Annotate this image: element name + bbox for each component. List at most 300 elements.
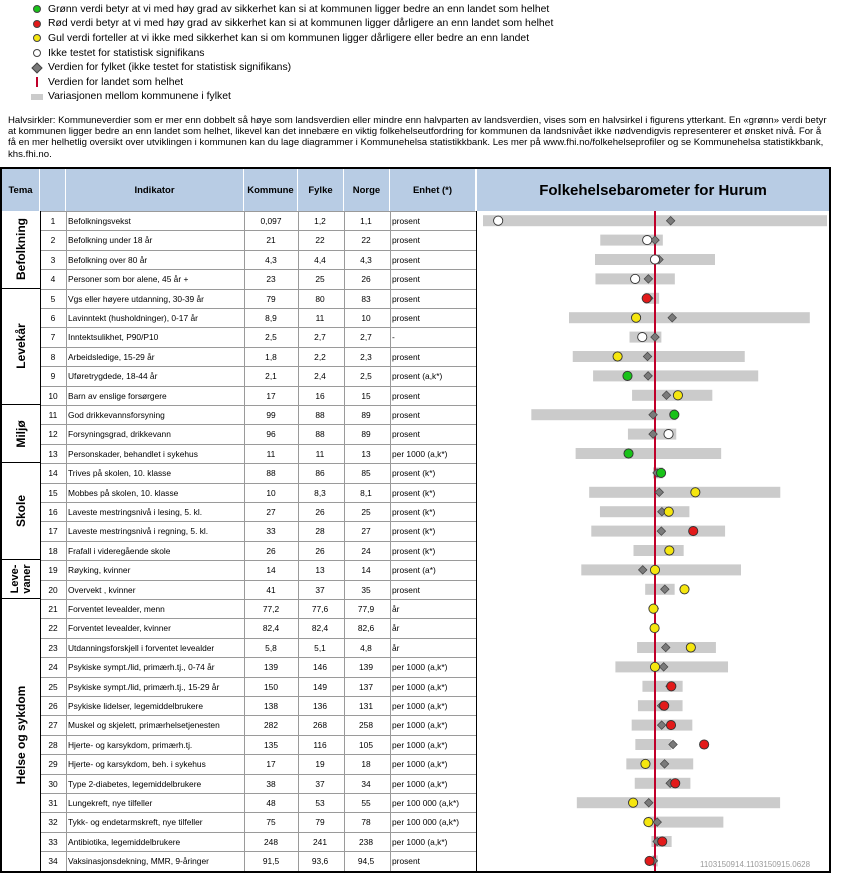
municipality-marker (658, 837, 667, 846)
norge-value: 35 (361, 584, 371, 595)
norge-value: 24 (361, 545, 371, 556)
norge-value: 26 (361, 274, 371, 285)
table-row (40, 483, 477, 502)
municipality-marker (623, 371, 632, 380)
fylke-value: 53 (315, 798, 325, 808)
unit: per 100 000 (a,k*) (392, 798, 460, 808)
fylke-value: 26 (315, 507, 325, 517)
theme-levekar (2, 289, 40, 405)
fylke-value: 241 (313, 836, 327, 847)
indicator-name: Vgs eller høyere utdanning, 30-39 år (68, 293, 204, 304)
yellow-dot-icon (33, 34, 41, 42)
row-number: 7 (50, 332, 56, 343)
row-number: 16 (48, 507, 58, 517)
kommune-value: 2,5 (265, 332, 277, 343)
diamond-icon (31, 62, 42, 73)
table-row (40, 618, 477, 637)
indicator-name: Utdanningsforskjell i forventet levealder (68, 642, 215, 653)
municipality-marker (649, 604, 658, 613)
table-row (40, 715, 477, 734)
fylke-value: 8,3 (314, 487, 326, 498)
municipality-marker (645, 856, 654, 865)
norge-value: 85 (361, 468, 371, 479)
municipality-marker (642, 294, 651, 303)
column-divider (244, 211, 245, 871)
municipality-marker (629, 798, 638, 807)
indicator-name: Forsyningsgrad, drikkevann (68, 429, 171, 440)
indicator-name: Psykiske sympt./lid, primærh.tj., 15-29 år (68, 681, 220, 692)
county-range-bar (626, 758, 693, 769)
fylke-value: 37 (315, 584, 325, 595)
municipality-marker (613, 352, 622, 361)
municipality-marker (671, 779, 680, 788)
kommune-value: 2,1 (265, 371, 277, 382)
kommune-value: 91,5 (262, 856, 280, 867)
municipality-marker (624, 449, 633, 458)
footer-code: 1103150914.1103150915.0628 (700, 860, 811, 869)
legend-item-county (30, 60, 830, 75)
unit: prosent (392, 584, 420, 595)
row-number: 24 (48, 662, 58, 673)
row-number: 14 (48, 468, 58, 479)
row-number: 25 (48, 681, 58, 692)
row-number: 30 (48, 778, 58, 789)
row-number: 19 (48, 565, 58, 576)
fylke-value: 26 (315, 545, 325, 556)
municipality-marker (650, 662, 659, 671)
county-range-bar (576, 448, 722, 459)
fylke-value: 13 (315, 565, 325, 576)
header-fylke: Fylke (298, 169, 344, 211)
row-number: 10 (48, 390, 58, 401)
norge-value: 34 (361, 778, 371, 789)
indicator-name: Personer som bor alene, 45 år + (68, 274, 189, 285)
table-row (40, 774, 477, 793)
norge-value: 137 (359, 681, 373, 692)
norge-value: 10 (361, 313, 371, 323)
legend-text: Verdien for fylket (ikke testet for statistisk signifikans) (48, 62, 292, 74)
kommune-value: 150 (264, 681, 278, 692)
fylke-value: 82,4 (311, 623, 329, 634)
legend-text: Grønn verdi betyr at vi med høy grad av sikkerhet kan si at kommunen ligger bedre an enn landet som helhet (48, 3, 550, 15)
theme-label: Befolkning (14, 218, 28, 281)
indicator-name: Type 2-diabetes, legemiddelbrukere (68, 778, 202, 789)
municipality-marker (689, 527, 698, 536)
fylke-value: 1,2 (314, 216, 326, 226)
county-range-bar (589, 487, 780, 498)
unit: prosent (392, 856, 420, 867)
fylke-value: 77,6 (311, 604, 329, 614)
column-divider (390, 211, 391, 871)
row-number: 18 (48, 545, 58, 556)
municipality-marker (691, 488, 700, 497)
row-number: 23 (48, 642, 58, 653)
unit: prosent (k*) (392, 507, 436, 517)
fylke-value: 37 (315, 778, 325, 789)
row-number: 33 (48, 836, 58, 847)
row-number: 15 (48, 487, 58, 498)
legend-item-red (30, 17, 830, 32)
table-row (40, 754, 477, 773)
fylke-value: 11 (315, 448, 325, 459)
green-dot-icon (33, 5, 41, 13)
theme-label: Helse og sykdom (14, 685, 28, 785)
county-range-bar (581, 564, 741, 575)
row-number: 27 (48, 720, 58, 731)
indicator-name: Befolkning over 80 år (68, 254, 148, 265)
unit: prosent (392, 216, 420, 226)
unit: - (392, 332, 395, 343)
indicator-name: Tykk- og endetarmskreft, nye tilfeller (68, 817, 203, 828)
legend-item-white (30, 46, 830, 61)
norge-value: 22 (361, 235, 371, 246)
fylke-value: 80 (315, 293, 325, 304)
table-row (40, 444, 477, 463)
table-row (40, 289, 477, 308)
theme-label: Leve- vaner (9, 564, 33, 594)
unit: år (392, 642, 400, 653)
theme-miljo (2, 405, 40, 463)
municipality-marker (631, 313, 640, 322)
county-range-bar (577, 797, 780, 808)
norge-value: 83 (361, 293, 371, 304)
indicator-name: Muskel og skjelett, primærhelsetjenesten (68, 720, 220, 731)
indicator-name: Personskader, behandlet i sykehus (68, 448, 198, 459)
row-number: 9 (50, 371, 56, 382)
fylke-value: 146 (313, 662, 327, 673)
indicator-name: Hjerte- og karsykdom, primærh.tj. (68, 739, 193, 750)
unit: prosent (a,k*) (392, 371, 443, 382)
municipality-marker (670, 410, 679, 419)
legend-item-range (30, 90, 830, 105)
fylke-value: 4,4 (314, 254, 326, 265)
county-range-bar (642, 681, 682, 692)
indicator-name: Befolkningsvekst (68, 216, 131, 226)
county-range-bar (615, 661, 728, 672)
unit: prosent (k*) (392, 487, 436, 498)
theme-befolkning (2, 211, 40, 289)
legend-text: Gul verdi forteller at vi ikke med sikkerhet kan si om kommunen ligger dårligere eller bedre an enn landet (48, 32, 530, 44)
municipality-marker (494, 216, 503, 225)
norge-value: 89 (361, 429, 371, 440)
municipality-marker (680, 585, 689, 594)
row-number: 12 (48, 429, 58, 440)
row-number: 1 (50, 216, 56, 226)
indicator-name: Trives på skolen, 10. klasse (68, 468, 172, 479)
norge-value: 89 (361, 410, 371, 420)
legend-text: Verdien for landet som helhet (48, 76, 184, 88)
unit: per 1000 (a,k*) (392, 778, 448, 789)
county-range-bar (593, 370, 758, 381)
norge-value: 13 (361, 448, 371, 459)
table-row (40, 424, 477, 443)
table-row (40, 502, 477, 521)
indicator-name: Psykiske sympt./lid, primærh.tj., 0-74 år (68, 662, 215, 673)
fylke-value: 88 (315, 410, 325, 420)
unit: per 1000 (a,k*) (392, 739, 448, 750)
fylke-value: 149 (313, 681, 327, 692)
county-range-bar (635, 778, 691, 789)
fylke-value: 22 (315, 235, 325, 246)
row-number: 32 (48, 817, 58, 828)
white-dot-icon (33, 49, 41, 57)
kommune-value: 248 (264, 836, 278, 847)
kommune-value: 0,097 (260, 216, 282, 226)
legend-text: Variasjonen mellom kommunene i fylket (48, 91, 231, 103)
unit: per 1000 (a,k*) (392, 836, 448, 847)
county-range-bar (573, 351, 745, 362)
table-row (40, 541, 477, 560)
table-row (40, 677, 477, 696)
norge-value: 4,3 (360, 254, 372, 265)
municipality-marker (650, 624, 659, 633)
header-indikator: Indikator (66, 169, 244, 211)
fylke-value: 88 (315, 429, 325, 440)
county-range-bar (569, 312, 810, 323)
kommune-value: 14 (266, 565, 276, 576)
kommune-value: 10 (266, 487, 276, 498)
indicator-name: Antibiotika, legemiddelbrukere (68, 836, 181, 847)
table-row (40, 308, 477, 327)
header-norge: Norge (344, 169, 390, 211)
kommune-value: 8,9 (265, 313, 277, 323)
legend-text: Ikke testet for statistisk signifikans (48, 47, 205, 59)
indicator-name: Vaksinasjonsdekning, MMR, 9-åringer (68, 856, 209, 867)
kommune-value: 21 (266, 235, 276, 246)
norge-value: 77,9 (357, 604, 375, 614)
unit: per 1000 (a,k*) (392, 759, 448, 770)
row-number: 2 (50, 235, 56, 246)
fylke-value: 2,2 (314, 351, 326, 362)
municipality-marker (686, 643, 695, 652)
row-number: 20 (48, 584, 58, 595)
row-number: 26 (48, 701, 58, 711)
table-row (40, 638, 477, 657)
unit: prosent (392, 410, 420, 420)
indicator-name: Uføretrygdede, 18-44 år (68, 371, 158, 382)
kommune-value: 96 (266, 429, 276, 440)
chart-title: Folkehelsebarometer for Hurum (477, 169, 829, 211)
unit: prosent (k*) (392, 468, 436, 479)
row-number: 8 (50, 351, 56, 362)
norge-value: 78 (361, 817, 371, 828)
county-range-bar (637, 642, 716, 653)
column-divider (40, 211, 41, 871)
table-row (40, 735, 477, 754)
norge-value: 258 (359, 720, 373, 731)
unit: prosent (k*) (392, 545, 436, 556)
indicator-name: Laveste mestringsnivå i regning, 5. kl. (68, 526, 209, 537)
unit: år (392, 623, 400, 634)
municipality-marker (641, 759, 650, 768)
municipality-marker (665, 546, 674, 555)
kommune-value: 27 (266, 507, 276, 517)
header-tema: Tema (2, 169, 40, 211)
unit: per 100 000 (a,k*) (392, 817, 460, 828)
fylke-value: 16 (315, 390, 325, 401)
norge-value: 1,1 (360, 216, 372, 226)
kommune-value: 282 (264, 720, 278, 731)
unit: prosent (k*) (392, 526, 436, 537)
row-number: 6 (50, 313, 56, 323)
fylke-value: 116 (313, 739, 327, 750)
red-line-icon (36, 77, 38, 87)
legend-item-yellow (30, 31, 830, 46)
kommune-value: 48 (266, 798, 276, 808)
unit: år (392, 604, 400, 614)
legend-item-national (30, 75, 830, 90)
table-row (40, 211, 477, 230)
municipality-marker (660, 701, 669, 710)
theme-levevaner (2, 560, 40, 599)
header-enhet: Enhet (*) (390, 169, 476, 211)
indicator-name: Forventet levealder, menn (68, 604, 165, 614)
row-number: 29 (48, 759, 58, 770)
table-row (40, 812, 477, 831)
kommune-value: 26 (266, 545, 276, 556)
county-range-bar (635, 739, 671, 750)
norge-value: 25 (361, 507, 371, 517)
table-row (40, 366, 477, 385)
indicator-name: Barn av enslige forsørgere (68, 390, 167, 401)
indicator-name: Befolkning under 18 år (68, 235, 153, 246)
kommune-value: 1,8 (265, 351, 277, 362)
legend-text: Rød verdi betyr at vi med høy grad av sikkerhet kan si at kommunen ligger dårligere an enn landet som helhet (48, 18, 554, 30)
table-row (40, 580, 477, 599)
theme-skole (2, 463, 40, 560)
fylke-value: 2,7 (314, 332, 326, 343)
fylke-value: 136 (313, 701, 327, 711)
table-row (40, 327, 477, 346)
row-number: 17 (48, 526, 58, 537)
grey-bar-icon (31, 94, 43, 100)
indicator-name: Inntektsulikhet, P90/P10 (68, 332, 159, 343)
municipality-marker (656, 468, 665, 477)
municipality-marker (667, 682, 676, 691)
norge-value: 105 (359, 739, 373, 750)
column-divider (298, 211, 299, 871)
row-number: 34 (48, 856, 58, 867)
row-number: 4 (50, 274, 56, 285)
norge-value: 55 (361, 798, 371, 808)
header-number (40, 169, 66, 211)
table-row (40, 560, 477, 579)
norge-value: 4,8 (360, 642, 372, 653)
indicator-name: Laveste mestringsnivå i lesing, 5. kl. (68, 507, 203, 517)
kommune-value: 23 (266, 274, 276, 285)
indicator-name: Lavinntekt (husholdninger), 0-17 år (68, 313, 198, 323)
unit: prosent (392, 351, 420, 362)
theme-label: Skole (14, 495, 28, 528)
unit: per 1000 (a,k*) (392, 662, 448, 673)
unit: prosent (392, 390, 420, 401)
table-row (40, 832, 477, 851)
kommune-value: 5,8 (265, 642, 277, 653)
unit: per 1000 (a,k*) (392, 701, 448, 711)
unit: prosent (392, 293, 420, 304)
table-row (40, 696, 477, 715)
indicator-name: Mobbes på skolen, 10. klasse (68, 487, 179, 498)
fylke-value: 86 (315, 468, 325, 479)
indicator-name: Røyking, kvinner (68, 565, 131, 576)
kommune-value: 11 (266, 448, 276, 459)
table-row (40, 347, 477, 366)
norge-value: 131 (359, 701, 373, 711)
fylke-value: 28 (315, 526, 325, 537)
fylke-value: 93,6 (311, 856, 329, 867)
municipality-marker (638, 333, 647, 342)
unit: prosent (392, 274, 420, 285)
county-range-bar (600, 506, 689, 517)
kommune-value: 77,2 (262, 604, 280, 614)
indicator-name: Arbeidsledige, 15-29 år (68, 351, 155, 362)
unit: per 1000 (a,k*) (392, 448, 448, 459)
kommune-value: 4,3 (265, 254, 277, 265)
municipality-marker (673, 391, 682, 400)
fylke-value: 25 (315, 274, 325, 285)
kommune-value: 17 (266, 390, 276, 401)
indicator-name: Psykiske lidelser, legemiddelbrukere (68, 701, 203, 711)
municipality-marker (650, 255, 659, 264)
indicator-name: Lungekreft, nye tilfeller (68, 798, 153, 808)
municipality-marker (666, 721, 675, 730)
row-number: 21 (48, 604, 58, 614)
table-row (40, 230, 477, 249)
kommune-value: 139 (264, 662, 278, 673)
column-divider (344, 211, 345, 871)
norge-value: 139 (359, 662, 373, 673)
norge-value: 14 (361, 565, 371, 576)
row-number: 22 (48, 623, 58, 634)
indicator-name: Forventet levealder, kvinner (68, 623, 171, 634)
row-number: 3 (50, 254, 56, 265)
table-row (40, 463, 477, 482)
red-dot-icon (33, 20, 41, 28)
row-number: 13 (48, 448, 58, 459)
county-range-bar (634, 545, 684, 556)
municipality-marker (664, 507, 673, 516)
kommune-value: 33 (266, 526, 276, 537)
kommune-value: 88 (266, 468, 276, 479)
municipality-marker (664, 430, 673, 439)
municipality-marker (631, 274, 640, 283)
fylke-value: 268 (313, 720, 327, 731)
theme-label: Levekår (14, 323, 28, 369)
unit: prosent (392, 254, 420, 265)
kommune-value: 38 (266, 778, 276, 789)
norge-value: 18 (361, 759, 371, 770)
theme-label: Miljø (14, 419, 28, 448)
kommune-value: 138 (264, 701, 278, 711)
county-range-bar (632, 390, 712, 401)
municipality-marker (650, 565, 659, 574)
row-number: 11 (48, 410, 58, 420)
norge-value: 8,1 (360, 487, 372, 498)
kommune-value: 17 (266, 759, 276, 770)
barometer-chart (477, 211, 829, 871)
fylke-value: 5,1 (314, 642, 326, 653)
table-row (40, 269, 477, 288)
row-number: 28 (48, 739, 58, 750)
unit: prosent (392, 429, 420, 440)
indicator-name: Overvekt , kvinner (68, 584, 136, 595)
norge-value: 15 (361, 390, 371, 401)
header-kommune: Kommune (244, 169, 298, 211)
table-row (40, 793, 477, 812)
norge-value: 2,7 (360, 332, 372, 343)
table-row (40, 405, 477, 424)
unit: prosent (392, 235, 420, 246)
